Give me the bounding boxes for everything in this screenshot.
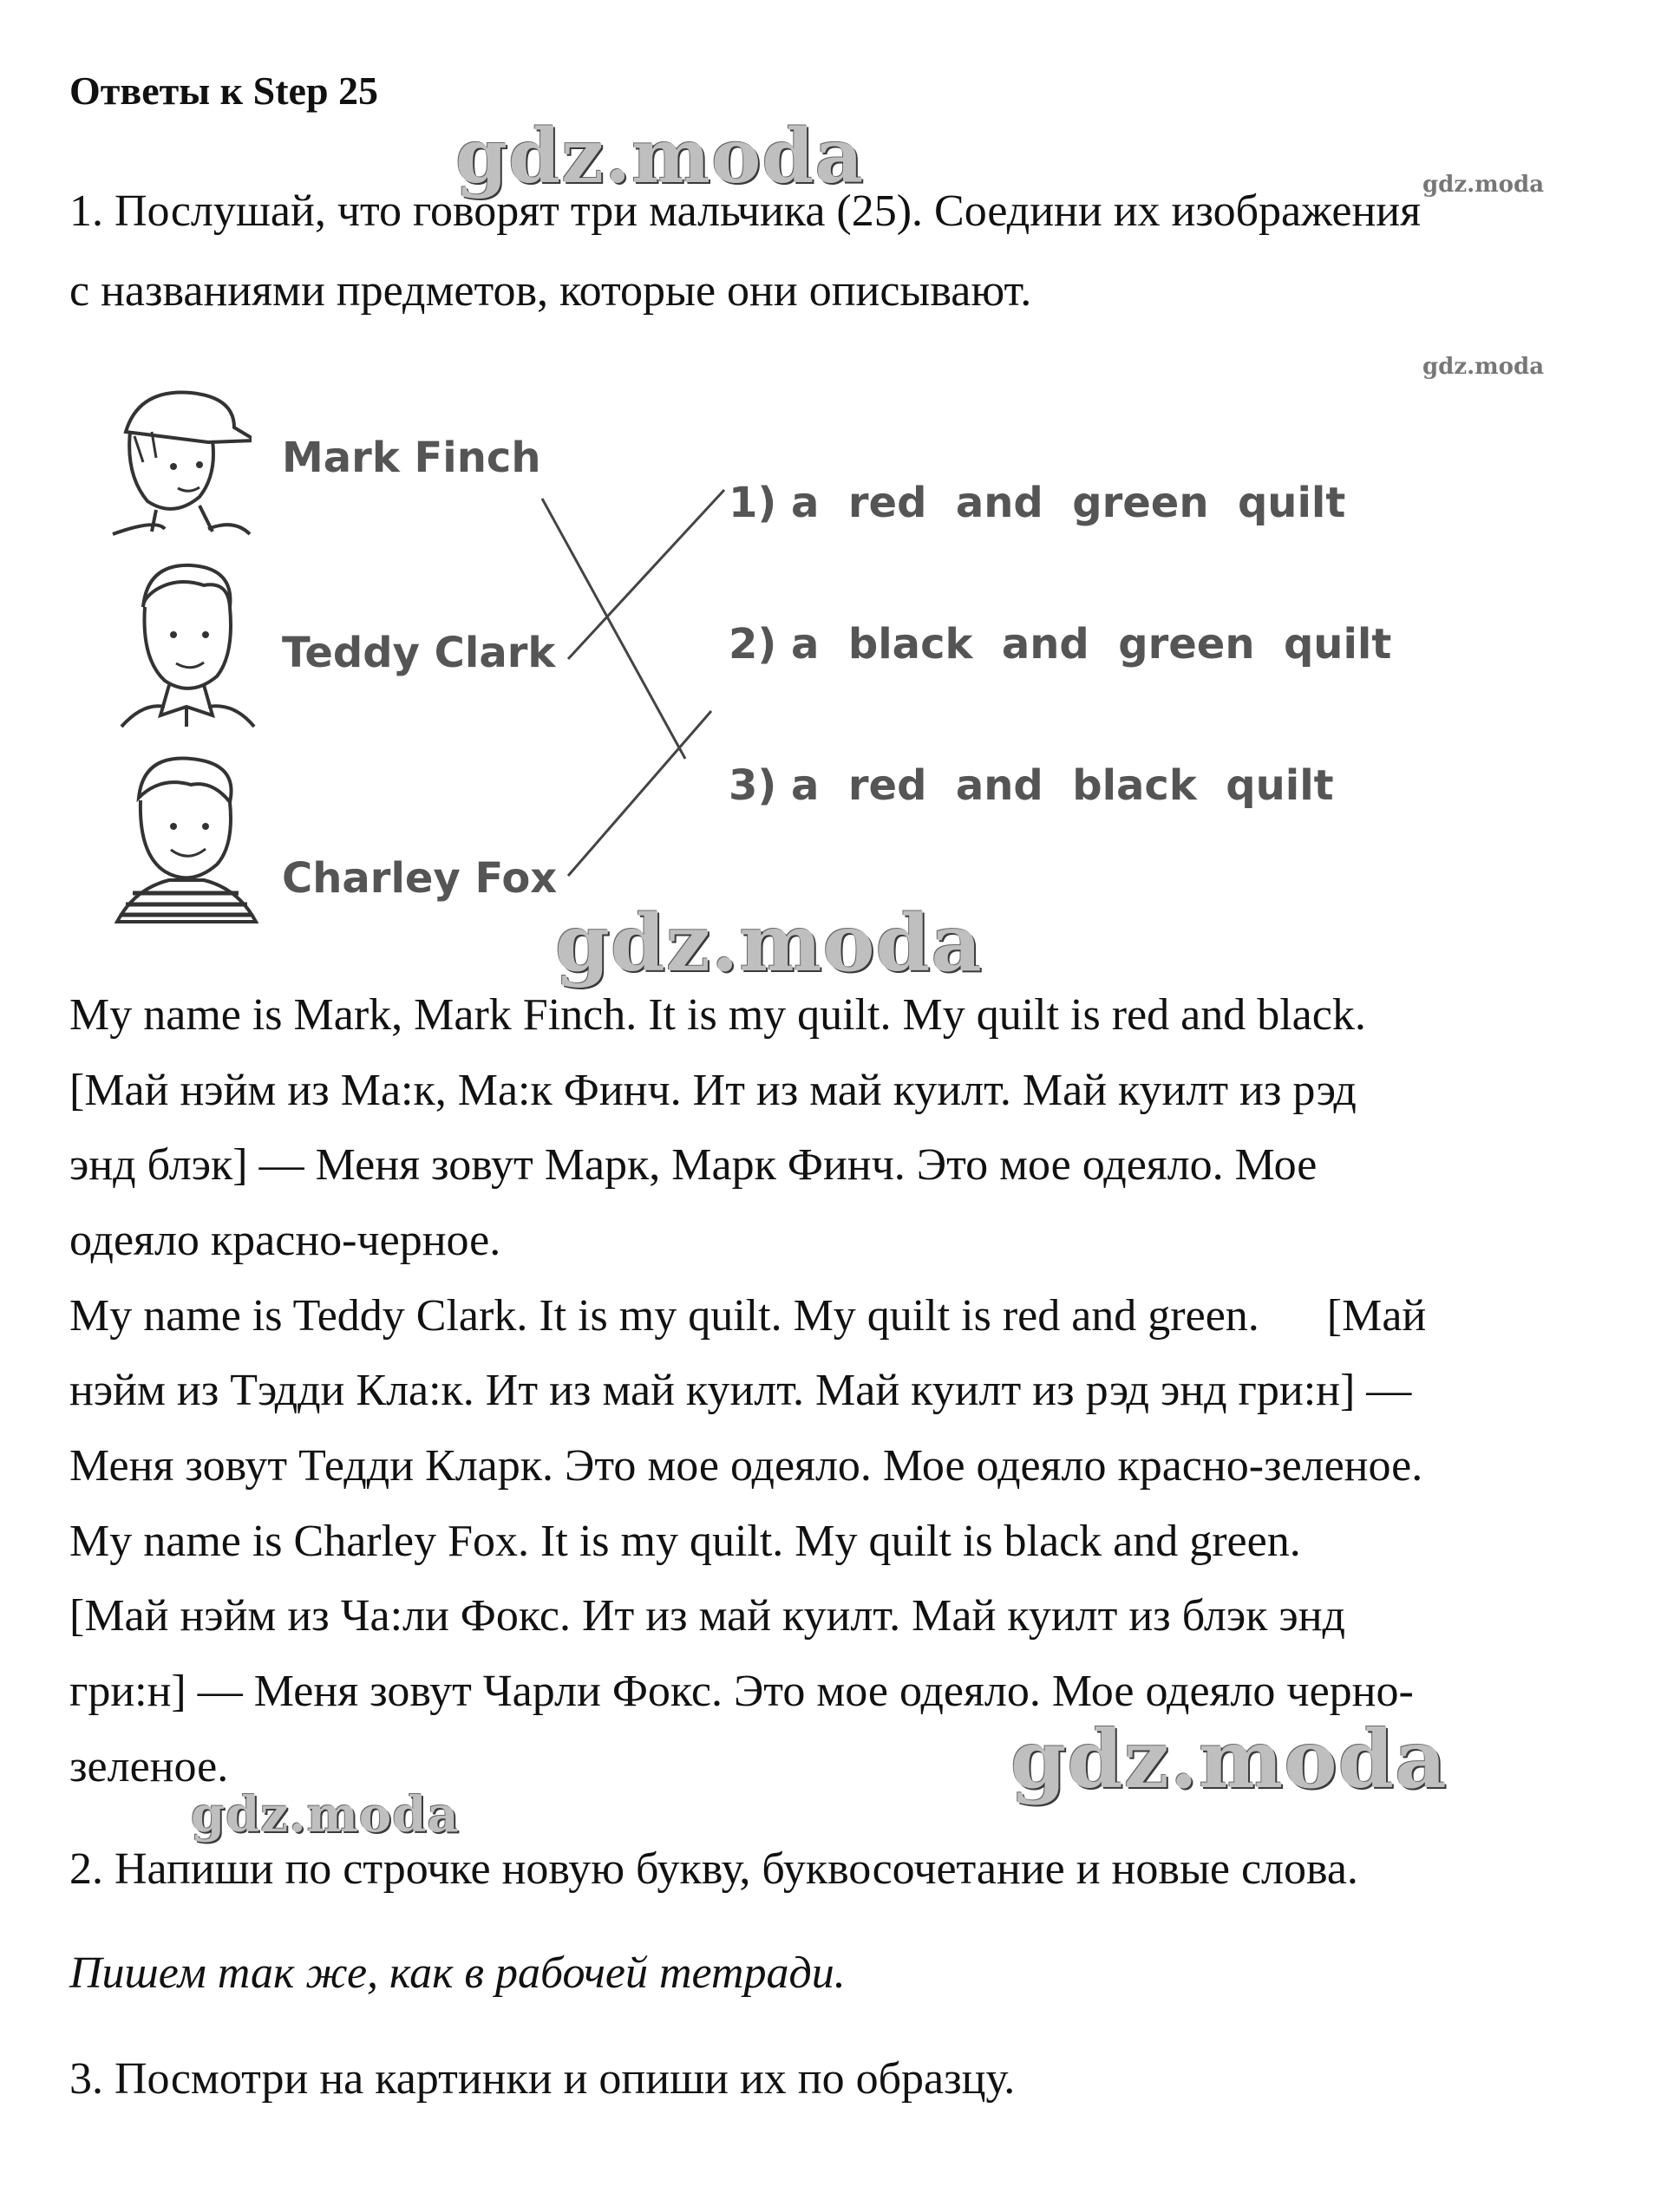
match-line (542, 499, 685, 759)
task-2-answer: Пишем так же, как в рабочей тетради. (69, 1948, 846, 1998)
boy-name-charley-fox: Charley Fox (282, 854, 558, 903)
watermark-small: gdz.moda (1422, 354, 1545, 380)
task-2: 2. Напиши по строчке новую букву, буквосочетание и новые слова. (69, 1844, 1358, 1894)
answer-line: гри:н] — Меня зовут Чарли Фокс. Это мое одеяло. Мое одеяло черно- (69, 1667, 1414, 1716)
watermark: gdz.moda (191, 1786, 460, 1843)
task-1-line-1: 1. Послушай, что говорят три мальчика (25). Соедини их изображения (69, 186, 1422, 236)
answer-line: энд блэк] — Меня зовут Марк, Марк Финч. Это мое одеяло. Мое (69, 1140, 1318, 1190)
watermark: gdz.moda (1010, 1713, 1448, 1806)
answer-line: My name is Charley Fox. It is my quilt. My quilt is black and green. (69, 1517, 1301, 1566)
page-title: Ответы к Step 25 (69, 69, 379, 113)
match-line (568, 711, 711, 876)
answer-line: Меня зовут Тедди Кларк. Это мое одеяло. Мое одеяло красно-зеленое. (69, 1441, 1423, 1491)
answer-line: зеленое. (69, 1742, 229, 1791)
watermark: gdz.moda (455, 113, 865, 200)
matching-figure (69, 347, 1405, 936)
quilt-option-1: 1) a red and green quilt (729, 479, 1346, 527)
answer-line: [Май нэйм из Ма:к, Ма:к Финч. Ит из май куилт. Май куилт из рэд (69, 1066, 1357, 1115)
answer-line: [Май нэйм из Ча:ли Фокс. Ит из май куилт. Май куилт из блэк энд (69, 1591, 1346, 1641)
match-line (568, 490, 724, 659)
watermark: gdz.moda (555, 897, 983, 989)
answer-line: одеяло красно-черное. (69, 1216, 501, 1265)
boy-name-teddy-clark: Teddy Clark (282, 629, 556, 677)
task-3: 3. Посмотри на картинки и опиши их по образцу. (69, 2054, 1016, 2104)
answer-line: My name is Mark, Mark Finch. It is my quilt. My quilt is red and black. (69, 990, 1366, 1040)
quilt-option-2: 2) a black and green quilt (729, 620, 1392, 669)
watermark-small: gdz.moda (1422, 172, 1545, 198)
answer-line: My name is Teddy Clark. It is my quilt. My quilt is red and green. [Май (69, 1291, 1427, 1341)
answer-line: нэйм из Тэдди Кла:к. Ит из май куилт. Май куилт из рэд энд гри:н] — (69, 1366, 1412, 1415)
quilt-option-3: 3) a red and black quilt (729, 761, 1334, 810)
task-1-line-2: с названиями предметов, которые они описывают. (69, 266, 1032, 316)
boy-name-mark-finch: Mark Finch (282, 434, 541, 482)
